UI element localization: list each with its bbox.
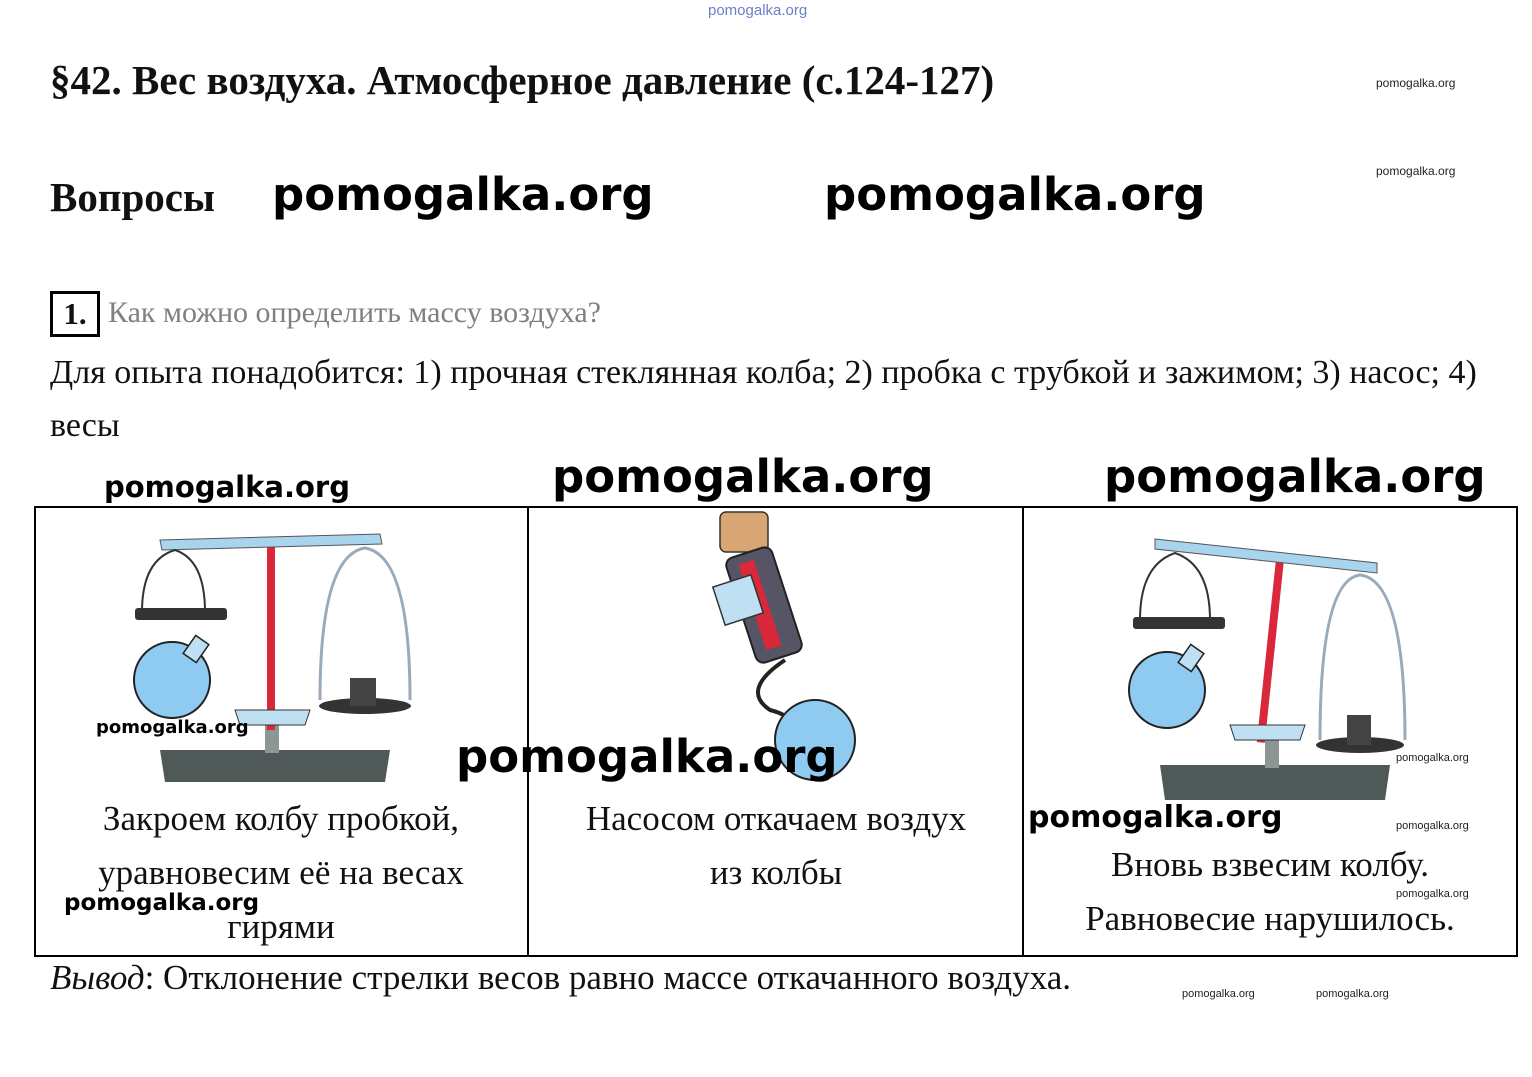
watermark-large: pomogalka.org [1104, 450, 1486, 503]
balanced-scale-illustration [120, 520, 420, 790]
watermark-large: pomogalka.org [824, 168, 1206, 221]
conclusion [50, 958, 1071, 998]
watermark-medium: pomogalka.org [64, 890, 260, 916]
panel-2-caption [530, 792, 1022, 900]
caption-line: Насосом откачаем воздух [585, 799, 967, 838]
left-pan [135, 608, 227, 620]
caption-line: из колбы [709, 853, 843, 892]
watermark-small: pomogalka.org [1182, 988, 1255, 1000]
conclusion-text: : Отклонение стрелки весов равно массе откачанного воздуха. [144, 958, 1072, 997]
watermark-small: pomogalka.org [1396, 752, 1469, 764]
scale-stand [1265, 740, 1279, 768]
watermark-small: pomogalka.org [1316, 988, 1389, 1000]
caption-line: гирями [227, 907, 335, 946]
caption-line: Закроем колбу пробкой, [102, 799, 460, 838]
scale-dial [1230, 725, 1305, 740]
watermark-large: pomogalka.org [272, 168, 654, 221]
watermark-small: pomogalka.org [1376, 164, 1456, 178]
panel-3-caption [1024, 838, 1516, 946]
header-watermark-link[interactable]: pomogalka.org [708, 2, 808, 19]
section-heading: Вопросы [50, 174, 215, 220]
left-pan [1133, 617, 1225, 629]
caption-line: Вновь взвесим колбу. [1110, 845, 1429, 884]
watermark-small: pomogalka.org [1376, 76, 1456, 90]
left-hanger [1140, 553, 1210, 620]
hand-top [720, 512, 768, 552]
unbalanced-scale-illustration [1115, 525, 1415, 810]
watermark-large: pomogalka.org [456, 730, 838, 783]
equipment-paragraph: Для опыта понадобится: 1) прочная стеклянная колба; 2) пробка с трубкой и зажимом; 3) насос; 4) весы [50, 354, 1477, 444]
watermark-medium: pomogalka.org [104, 470, 350, 504]
watermark-medium: pomogalka.org [1028, 800, 1283, 835]
watermark-large: pomogalka.org [552, 450, 934, 503]
scale-base [1160, 765, 1390, 800]
watermark-small: pomogalka.org [96, 717, 249, 738]
panel-1-caption [36, 792, 526, 954]
right-hanger [320, 548, 410, 700]
scale-pointer [267, 540, 275, 730]
scale-pointer [1257, 553, 1285, 743]
question-number-box: 1. [50, 291, 100, 337]
scale-beam [1155, 539, 1377, 573]
weight [350, 678, 376, 706]
weight [1347, 715, 1371, 745]
question-text: Как можно определить массу воздуха? [108, 296, 601, 329]
watermark-small: pomogalka.org [1396, 888, 1469, 900]
scale-base [160, 750, 390, 782]
conclusion-label: Вывод [50, 958, 145, 997]
left-hanger [142, 550, 205, 612]
watermark-small: pomogalka.org [1396, 820, 1469, 832]
caption-line: уравновесим её на весах [98, 853, 464, 892]
page-title: §42. Вес воздуха. Атмосферное давление (с.124-127) [50, 57, 995, 103]
caption-line: Равновесие нарушилось. [1085, 899, 1455, 938]
